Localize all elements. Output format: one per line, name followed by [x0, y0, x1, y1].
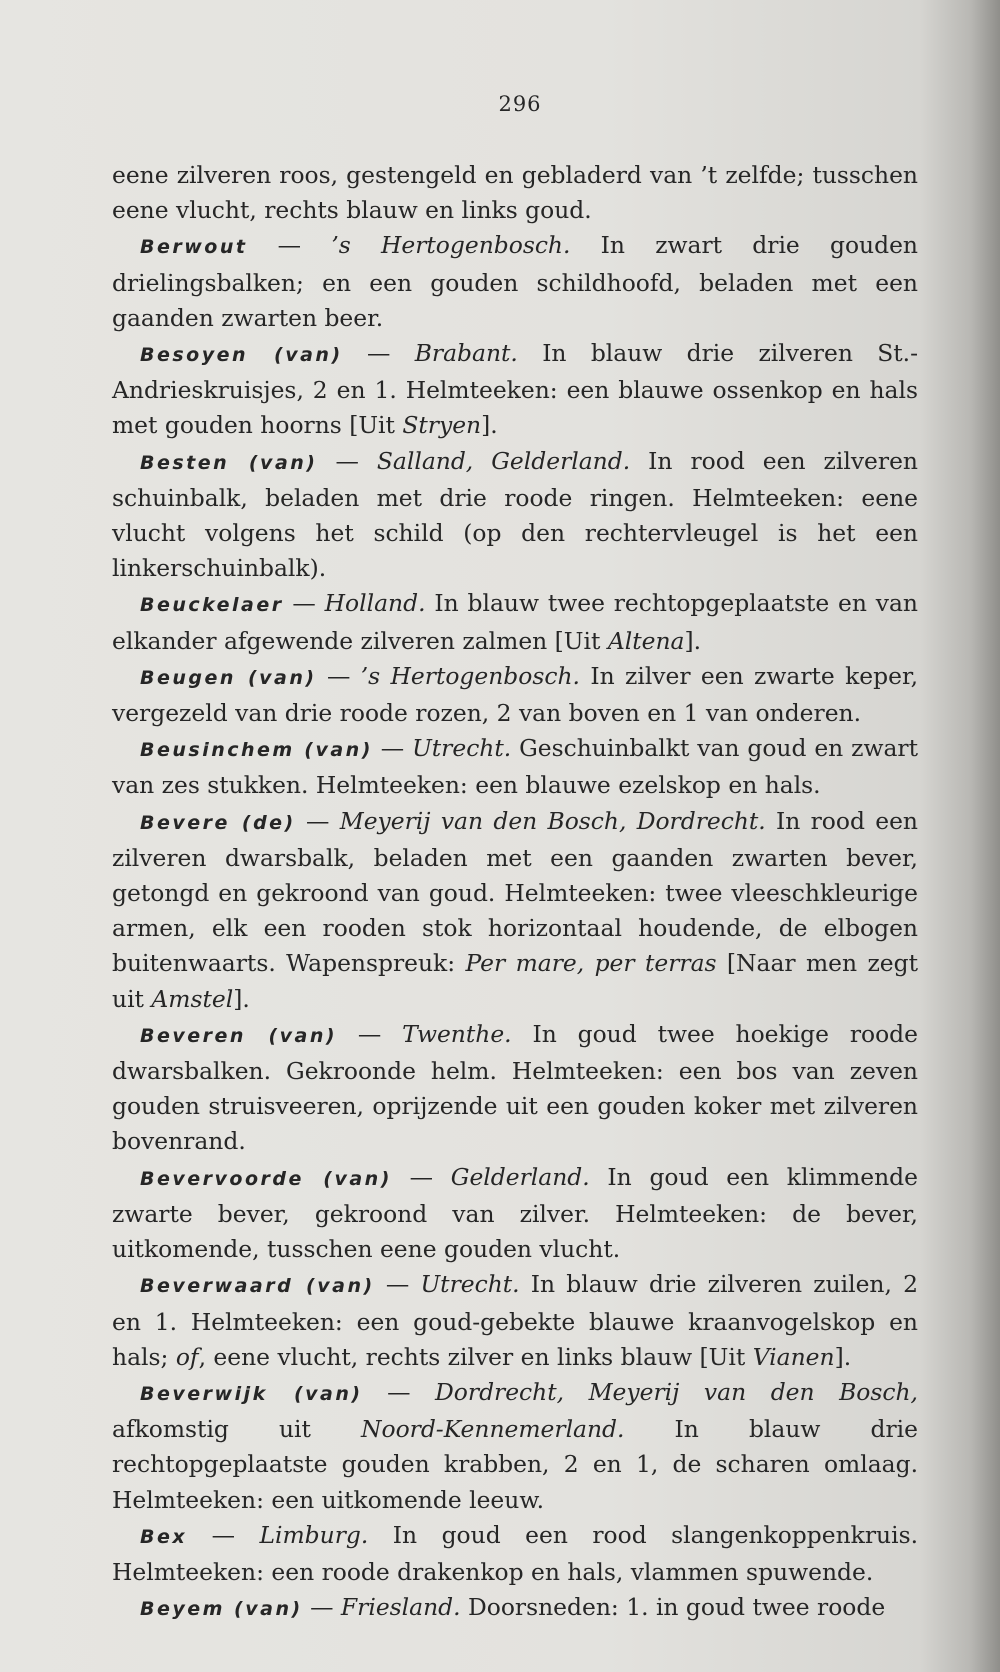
- entry-dash: —: [317, 446, 377, 475]
- entry-place: Friesland.: [340, 1593, 461, 1622]
- entry-particle: (van): [248, 344, 343, 367]
- entry-particle: (van): [294, 739, 373, 762]
- entry-text: In zilver een zwarte keper, vergezeld van drie roode rozen, 2 van boven en 1 van onderen.: [112, 661, 918, 728]
- entry-place: Holland.: [324, 589, 426, 618]
- entry-tail: In blauw drie rechtopgeplaatste gouden krabben, 2 en 1, de scharen omlaag. Helmteeken: een uitkomende leeuw.: [112, 1415, 918, 1514]
- entry-emphasis: Altena: [607, 626, 685, 655]
- entry-particle: (van): [267, 1382, 363, 1405]
- entry-place: ’s Hertogenbosch.: [331, 231, 571, 260]
- entry-name: Bevere: [140, 811, 230, 834]
- entry-besten: [112, 444, 918, 587]
- intro-paragraph: eene zilveren roos, gestengeld en gebladerd van ’t zelfde; tusschen eene vlucht, rechts blauw en links goud.: [112, 161, 918, 225]
- entry-text: Doorsneden: 1. in goud twee roode: [460, 1593, 886, 1622]
- page-text: [112, 158, 918, 1627]
- entry-place: Utrecht.: [412, 734, 512, 763]
- entry-tail: ].: [684, 626, 702, 655]
- entry-tail: [Naar men zegt uit: [112, 949, 918, 1013]
- entry-tail: , eene vlucht, rechts zilver en links blauw [Uit: [198, 1342, 753, 1371]
- entry-name: Berwout: [140, 236, 248, 259]
- entry-name: Bevervoorde: [140, 1167, 304, 1190]
- entry-text: afkomstig uit: [112, 1415, 362, 1444]
- entry-text: In blauw drie zilveren zuilen, 2 en 1. Helmteeken: een goud-gebekte blauwe kraanvogelskop en hals;: [112, 1270, 919, 1371]
- entry-text: In rood een zilveren dwarsbalk, beladen met een gaanden zwarten bever, getongd en gekroond van goud. Helmteeken: twee vleeschkleurige armen, elk een rooden stok horizontaal houdende, de elbogen buitenwaarts. Wapenspreuk:: [112, 806, 918, 978]
- entry-text: In zwart drie gouden drielingsbalken; en een gouden schildhoofd, beladen met een gaanden zwarten beer.: [112, 231, 919, 332]
- entry-beverwijk: [112, 1375, 918, 1518]
- entry-dash: —: [337, 1019, 403, 1048]
- entry-place: Twenthe.: [402, 1019, 512, 1048]
- entry-place: Meyerij van den Bosch, Dordrecht.: [339, 806, 766, 835]
- entry-name: Beugen: [140, 666, 236, 689]
- entry-tail-2: ].: [233, 984, 250, 1013]
- entry-bex: [112, 1518, 918, 1590]
- entry-name: Besten: [140, 451, 230, 474]
- entry-particle: (van): [224, 1598, 303, 1621]
- entry-tail-2: ].: [834, 1342, 852, 1371]
- entry-text: In goud een rood slangenkoppenkruis. Helmteeken: een roode drakenkop en hals, vlammen spuwende.: [112, 1520, 919, 1586]
- entry-tail: ].: [481, 411, 498, 440]
- entry-particle: (van): [245, 1024, 338, 1047]
- entry-name: Besoyen: [140, 344, 249, 367]
- entry-place: Salland, Gelderland.: [376, 446, 631, 475]
- entry-name: Bex: [140, 1525, 188, 1548]
- entry-emphasis: Per mare, per terras: [465, 949, 717, 978]
- entry-dash: —: [391, 1162, 451, 1191]
- entry-dash: —: [362, 1377, 436, 1406]
- entry-beusinchem: [112, 731, 918, 803]
- entry-emphasis-2: Amstel: [151, 984, 234, 1013]
- entry-place: Gelderland.: [450, 1162, 590, 1191]
- entry-dash: —: [302, 1593, 341, 1622]
- entry-particle: (de): [229, 811, 296, 834]
- entry-text: In goud twee hoekige roode dwarsbalken. Gekroonde helm. Helmteeken: een bos van zeven gouden struisveeren, oprijzende uit een gouden koker met zilveren bovenrand.: [112, 1019, 918, 1156]
- entry-beugen: [112, 659, 918, 731]
- entry-dash: —: [295, 806, 340, 835]
- entry-emphasis: Noord-Kennemerland.: [361, 1415, 625, 1444]
- entry-beveren: [112, 1017, 918, 1160]
- entry-place: Utrecht.: [420, 1270, 520, 1299]
- entry-dash: —: [372, 734, 413, 763]
- entry-text: In rood een zilveren schuinbalk, beladen met drie roode ringen. Helmteeken: eene vlucht volgens het schild (op den rechtervleugel is het een linkerschuinbalk).: [112, 446, 918, 583]
- entry-beyem: [112, 1590, 918, 1627]
- entry-bevervoorde: [112, 1160, 918, 1268]
- entry-place: Dordrecht, Meyerij van den Bosch,: [435, 1377, 918, 1406]
- entry-dash: —: [187, 1520, 260, 1549]
- entry-name: Beuckelaer: [140, 594, 284, 617]
- entry-berwout: [112, 228, 918, 336]
- entry-particle: (van): [303, 1167, 392, 1190]
- entry-name: Beverwijk: [140, 1382, 268, 1405]
- entry-place: Brabant.: [414, 339, 518, 368]
- entry-bevere: [112, 804, 918, 1017]
- entry-dash: —: [342, 339, 415, 368]
- entry-emphasis: Stryen: [402, 411, 482, 440]
- entry-place: Limburg.: [259, 1520, 369, 1549]
- page-number: 296: [498, 92, 542, 116]
- entry-name: Beveren: [140, 1024, 246, 1047]
- entry-name: Beyem: [140, 1598, 225, 1621]
- entry-particle: (van): [293, 1275, 375, 1298]
- entry-name: Beusinchem: [140, 739, 295, 762]
- entry-text: Geschuinbalkt van goud en zwart van zes stukken. Helmteeken: een blauwe ezelskop en hals.: [112, 734, 918, 800]
- entry-beverwaard: [112, 1267, 918, 1375]
- entry-dash: —: [316, 661, 361, 690]
- entry-text: In blauw twee rechtopgeplaatste en van elkander afgewende zilveren zalmen [Uit: [112, 589, 918, 655]
- entry-text: In goud een klimmende zwarte bever, gekroond van zilver. Helmteeken: de bever, uitkomende, tusschen eene gouden vlucht.: [112, 1162, 919, 1264]
- entry-particle: (van): [229, 451, 318, 474]
- entry-besoyen: [112, 336, 918, 444]
- entry-particle: (van): [235, 666, 317, 689]
- entry-emphasis-2: Vianen: [752, 1342, 835, 1371]
- entry-dash: —: [283, 589, 325, 618]
- entry-name: Beverwaard: [140, 1275, 294, 1298]
- entry-dash: —: [374, 1270, 421, 1299]
- entry-emphasis: of: [175, 1342, 199, 1371]
- entry-place: ’s Hertogenbosch.: [360, 661, 580, 690]
- entry-text: In blauw drie zilveren St.-Andrieskruisjes, 2 en 1. Helmteeken: een blauwe ossenkop en hals met gouden hoorns [Uit: [112, 339, 918, 440]
- entry-beuckelaer: [112, 586, 918, 658]
- entry-dash: —: [247, 231, 332, 260]
